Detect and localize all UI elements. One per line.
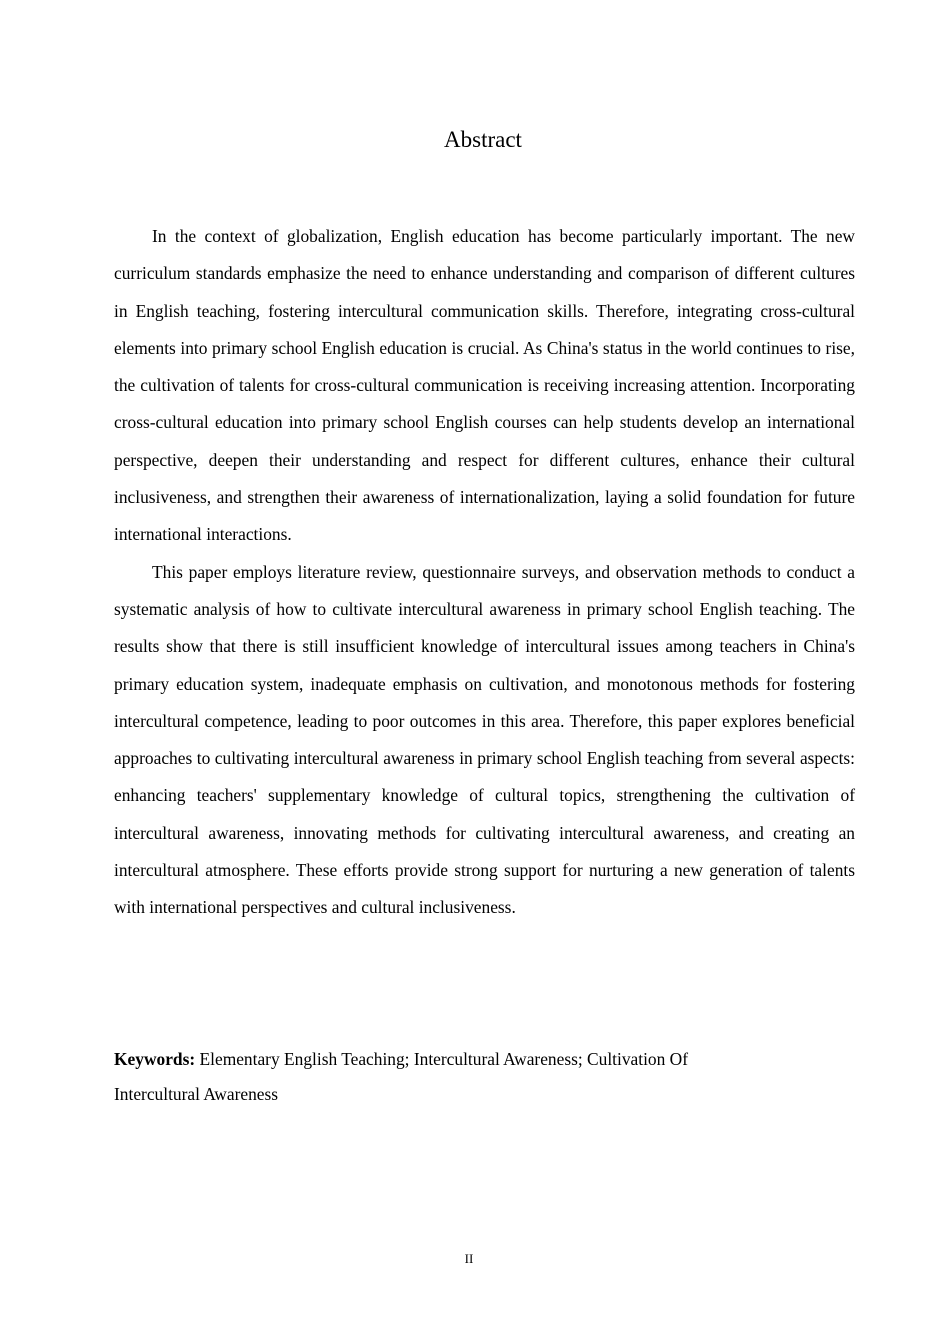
keywords-line xyxy=(114,1042,774,1112)
abstract-title: Abstract xyxy=(444,127,522,152)
keywords-label: Keywords: xyxy=(114,1049,196,1069)
abstract-body xyxy=(114,218,855,927)
page-number: II xyxy=(464,1251,474,1266)
abstract-paragraph-1: In the context of globalization, English education has become particularly important. The new curriculum standards emphasize the need to enhance understanding and comparison of different cultures in English teaching, fostering intercultural communication skills. Therefore, integrating cross-cultural elements into primary school English education is crucial. As China's status in the world continues to rise, the cultivation of talents for cross-cultural communication is receiving increasing attention. Incorporating cross-cultural education into primary school English courses can help students develop an international perspective, deepen their understanding and respect for different cultures, enhance their cultural inclusiveness, and strengthen their awareness of internationalization, laying a solid foundation for future international interactions. xyxy=(114,226,855,545)
abstract-paragraph-2: This paper employs literature review, questionnaire surveys, and observation methods to conduct a systematic analysis of how to cultivate intercultural awareness in primary school English teaching. The results show that there is still insufficient knowledge of intercultural issues among teachers in China's primary education system, inadequate emphasis on cultivation, and monotonous methods for fostering intercultural competence, leading to poor outcomes in this area. Therefore, this paper explores beneficial approaches to cultivating intercultural awareness in primary school English teaching from several aspects: enhancing teachers' supplementary knowledge of cultural topics, strengthening the cultivation of intercultural awareness, innovating methods for cultivating intercultural awareness, and creating an intercultural atmosphere. These efforts provide strong support for nurturing a new generation of talents with international perspectives and cultural inclusiveness. xyxy=(114,561,855,918)
keywords-text: Elementary English Teaching; Intercultural Awareness; Cultivation Of Intercultural Awareness xyxy=(114,1049,689,1104)
